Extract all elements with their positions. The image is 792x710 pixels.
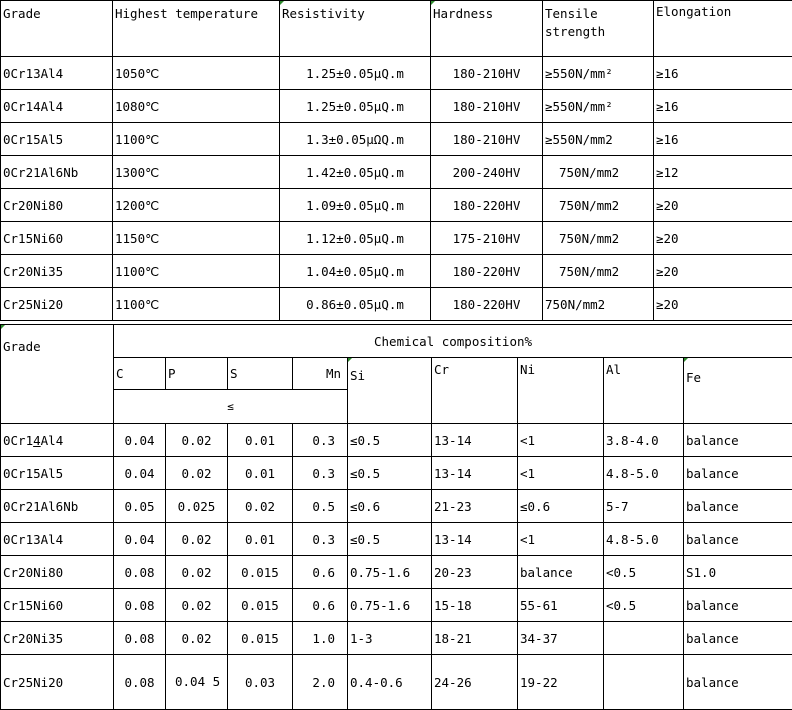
- cell-ni: balance: [518, 556, 604, 589]
- properties-row: [1, 90, 792, 123]
- cell-fe: balance: [684, 490, 792, 523]
- cell-fe: balance: [684, 457, 792, 490]
- properties-header-row: [1, 1, 792, 57]
- header-s: S: [228, 358, 293, 390]
- cell-c: 0.08: [114, 556, 166, 589]
- cell-resistivity: 1.25±0.05μQ.m: [280, 90, 431, 123]
- cell-si: ≤0.5: [348, 523, 432, 556]
- properties-row: [1, 189, 792, 222]
- composition-row: [1, 589, 792, 622]
- cell-al: 5-7: [604, 490, 684, 523]
- cell-grade: [1, 556, 114, 589]
- cell-hardness: 180-210HV: [431, 57, 543, 90]
- cell-grade: [1, 622, 114, 655]
- header-grade: Grade: [1, 1, 113, 57]
- cell-grade: [1, 655, 114, 710]
- cell-p: 0.02: [166, 457, 228, 490]
- grade-text: 0Cr21Al6Nb: [3, 499, 78, 514]
- cell-s: 0.01: [228, 424, 293, 457]
- cell-c: 0.08: [114, 622, 166, 655]
- cell-grade: Cr25Ni20: [1, 288, 113, 321]
- cell-p: 0.02: [166, 523, 228, 556]
- cell-mn: 0.6: [293, 589, 348, 622]
- cell-p: 0.02: [166, 556, 228, 589]
- cell-si: 0.75-1.6: [348, 589, 432, 622]
- cell-mn: 2.0: [293, 655, 348, 710]
- cell-cr: 21-23: [432, 490, 518, 523]
- composition-row: [1, 655, 792, 710]
- cell-grade: 0Cr15Al5: [1, 123, 113, 156]
- cell-resistivity: 1.3±0.05μΩQ.m: [280, 123, 431, 156]
- cell-c: 0.04: [114, 523, 166, 556]
- cell-ni: 19-22: [518, 655, 604, 710]
- cell-grade: Cr20Ni35: [1, 255, 113, 288]
- cell-highest-temperature: 1100℃: [113, 288, 280, 321]
- cell-elongation: ≥20: [654, 222, 792, 255]
- cell-c: 0.08: [114, 655, 166, 710]
- cell-ni: <1: [518, 457, 604, 490]
- cell-p: 0.02: [166, 424, 228, 457]
- cell-grade: Cr20Ni80: [1, 189, 113, 222]
- composition-row: [1, 523, 792, 556]
- cell-hardness: 200-240HV: [431, 156, 543, 189]
- cell-tensile-strength: 750N/mm2: [543, 255, 654, 288]
- cell-s: 0.015: [228, 622, 293, 655]
- cell-fe: S1.0: [684, 556, 792, 589]
- header-ni: Ni: [518, 358, 604, 424]
- cell-ni: <1: [518, 424, 604, 457]
- cell-cr: 13-14: [432, 457, 518, 490]
- cell-fe: balance: [684, 655, 792, 710]
- grade-text: Cr25Ni20: [3, 675, 63, 690]
- cell-tensile-strength: ≥550N/mm²: [543, 90, 654, 123]
- header-grade: Grade: [1, 325, 114, 424]
- cell-al: <0.5: [604, 556, 684, 589]
- properties-table: [0, 0, 792, 321]
- cell-grade: [1, 457, 114, 490]
- properties-row: [1, 222, 792, 255]
- cell-highest-temperature: 1100℃: [113, 123, 280, 156]
- grade-text: 0Cr13Al4: [3, 532, 63, 547]
- cell-elongation: ≥20: [654, 288, 792, 321]
- cell-ni: <1: [518, 523, 604, 556]
- cell-fe: balance: [684, 589, 792, 622]
- cell-fe: balance: [684, 523, 792, 556]
- cell-highest-temperature: 1050℃: [113, 57, 280, 90]
- cell-hardness: 175-210HV: [431, 222, 543, 255]
- cell-grade: [1, 424, 114, 457]
- cell-mn: 0.6: [293, 556, 348, 589]
- cell-c: 0.05: [114, 490, 166, 523]
- cell-hardness: 180-210HV: [431, 123, 543, 156]
- cell-hardness: 180-220HV: [431, 189, 543, 222]
- cell-highest-temperature: 1200℃: [113, 189, 280, 222]
- cell-highest-temperature: 1150℃: [113, 222, 280, 255]
- cell-grade: [1, 589, 114, 622]
- cell-tensile-strength: ≥550N/mm2: [543, 123, 654, 156]
- cell-elongation: ≥16: [654, 90, 792, 123]
- cell-elongation: ≥20: [654, 189, 792, 222]
- cell-cr: 24-26: [432, 655, 518, 710]
- cell-elongation: ≥16: [654, 57, 792, 90]
- cell-fe: balance: [684, 424, 792, 457]
- cell-highest-temperature: 1100℃: [113, 255, 280, 288]
- grade-text: Cr20Ni80: [3, 565, 63, 580]
- grade-underlined-digit: 4: [33, 433, 41, 448]
- header-chemical-composition: Chemical composition%: [114, 325, 792, 358]
- cell-tensile-strength: 750N/mm2: [543, 222, 654, 255]
- cell-elongation: ≥20: [654, 255, 792, 288]
- header-mn: Mn: [293, 358, 348, 390]
- cell-hardness: 180-220HV: [431, 288, 543, 321]
- properties-row: [1, 255, 792, 288]
- cell-ni: 34-37: [518, 622, 604, 655]
- cell-al: [604, 622, 684, 655]
- cell-grade: 0Cr14Al4: [1, 90, 113, 123]
- cell-s: 0.015: [228, 556, 293, 589]
- cell-cr: 18-21: [432, 622, 518, 655]
- header-cr: Cr: [432, 358, 518, 424]
- cell-cr: 20-23: [432, 556, 518, 589]
- cell-s: 0.02: [228, 490, 293, 523]
- header-p: P: [166, 358, 228, 390]
- cell-grade: Cr15Ni60: [1, 222, 113, 255]
- cell-al: <0.5: [604, 589, 684, 622]
- cell-cr: 15-18: [432, 589, 518, 622]
- grade-text: 0Cr15Al5: [3, 466, 63, 481]
- cell-mn: 0.5: [293, 490, 348, 523]
- cell-resistivity: 0.86±0.05μQ.m: [280, 288, 431, 321]
- cell-si: ≤0.5: [348, 424, 432, 457]
- cell-grade: [1, 523, 114, 556]
- cell-p: 0.02: [166, 622, 228, 655]
- header-hardness: Hardness: [431, 1, 543, 57]
- cell-si: 0.4-0.6: [348, 655, 432, 710]
- cell-si: 0.75-1.6: [348, 556, 432, 589]
- properties-row: [1, 288, 792, 321]
- cell-tensile-strength: ≥550N/mm²: [543, 57, 654, 90]
- cell-c: 0.04: [114, 457, 166, 490]
- cell-hardness: 180-210HV: [431, 90, 543, 123]
- le-symbol: ≤: [114, 390, 348, 424]
- cell-elongation: ≥16: [654, 123, 792, 156]
- cell-p: 0.025: [166, 490, 228, 523]
- cell-ni: ≤0.6: [518, 490, 604, 523]
- cell-ni: 55-61: [518, 589, 604, 622]
- header-si: Si: [348, 358, 432, 424]
- cell-highest-temperature: 1080℃: [113, 90, 280, 123]
- cell-s: 0.01: [228, 523, 293, 556]
- cell-s: 0.03: [228, 655, 293, 710]
- cell-mn: 0.3: [293, 523, 348, 556]
- cell-s: 0.01: [228, 457, 293, 490]
- cell-mn: 0.3: [293, 424, 348, 457]
- cell-s: 0.015: [228, 589, 293, 622]
- cell-elongation: ≥12: [654, 156, 792, 189]
- grade-text: 0Cr1: [3, 433, 33, 448]
- header-resistivity: Resistivity: [280, 1, 431, 57]
- cell-resistivity: 1.42±0.05μQ.m: [280, 156, 431, 189]
- cell-al: 3.8-4.0: [604, 424, 684, 457]
- composition-header-row: [1, 325, 792, 358]
- composition-row: [1, 424, 792, 457]
- header-c: C: [114, 358, 166, 390]
- composition-row: [1, 556, 792, 589]
- cell-grade: [1, 490, 114, 523]
- cell-mn: 1.0: [293, 622, 348, 655]
- cell-fe: balance: [684, 622, 792, 655]
- composition-row: [1, 490, 792, 523]
- composition-row: [1, 622, 792, 655]
- properties-row: [1, 57, 792, 90]
- cell-tensile-strength: 750N/mm2: [543, 189, 654, 222]
- header-tensile-strength: Tensile strength: [543, 1, 654, 57]
- properties-row: [1, 123, 792, 156]
- composition-table: [0, 324, 792, 710]
- element-header-row: [1, 358, 792, 390]
- cell-cr: 13-14: [432, 523, 518, 556]
- header-highest-temperature: Highest temperature: [113, 1, 280, 57]
- composition-row: [1, 457, 792, 490]
- properties-row: [1, 156, 792, 189]
- grade-text-suffix: Al4: [41, 433, 64, 448]
- cell-al: 4.8-5.0: [604, 523, 684, 556]
- cell-hardness: 180-220HV: [431, 255, 543, 288]
- cell-si: ≤0.5: [348, 457, 432, 490]
- cell-si: ≤0.6: [348, 490, 432, 523]
- cell-highest-temperature: 1300℃: [113, 156, 280, 189]
- cell-tensile-strength: 750N/mm2: [543, 288, 654, 321]
- cell-grade: 0Cr13Al4: [1, 57, 113, 90]
- cell-c: 0.04: [114, 424, 166, 457]
- grade-text: Cr20Ni35: [3, 631, 63, 646]
- cell-resistivity: 1.25±0.05μQ.m: [280, 57, 431, 90]
- header-fe: Fe: [684, 358, 792, 424]
- cell-resistivity: 1.04±0.05μQ.m: [280, 255, 431, 288]
- cell-c: 0.08: [114, 589, 166, 622]
- cell-al: [604, 655, 684, 710]
- cell-p: 0.04 5: [166, 655, 228, 710]
- header-al: Al: [604, 358, 684, 424]
- cell-tensile-strength: 750N/mm2: [543, 156, 654, 189]
- cell-si: 1-3: [348, 622, 432, 655]
- cell-cr: 13-14: [432, 424, 518, 457]
- header-elongation: Elongation: [654, 1, 792, 57]
- grade-text: Cr15Ni60: [3, 598, 63, 613]
- cell-grade: 0Cr21Al6Nb: [1, 156, 113, 189]
- cell-resistivity: 1.09±0.05μQ.m: [280, 189, 431, 222]
- cell-mn: 0.3: [293, 457, 348, 490]
- cell-al: 4.8-5.0: [604, 457, 684, 490]
- cell-resistivity: 1.12±0.05μQ.m: [280, 222, 431, 255]
- cell-p: 0.02: [166, 589, 228, 622]
